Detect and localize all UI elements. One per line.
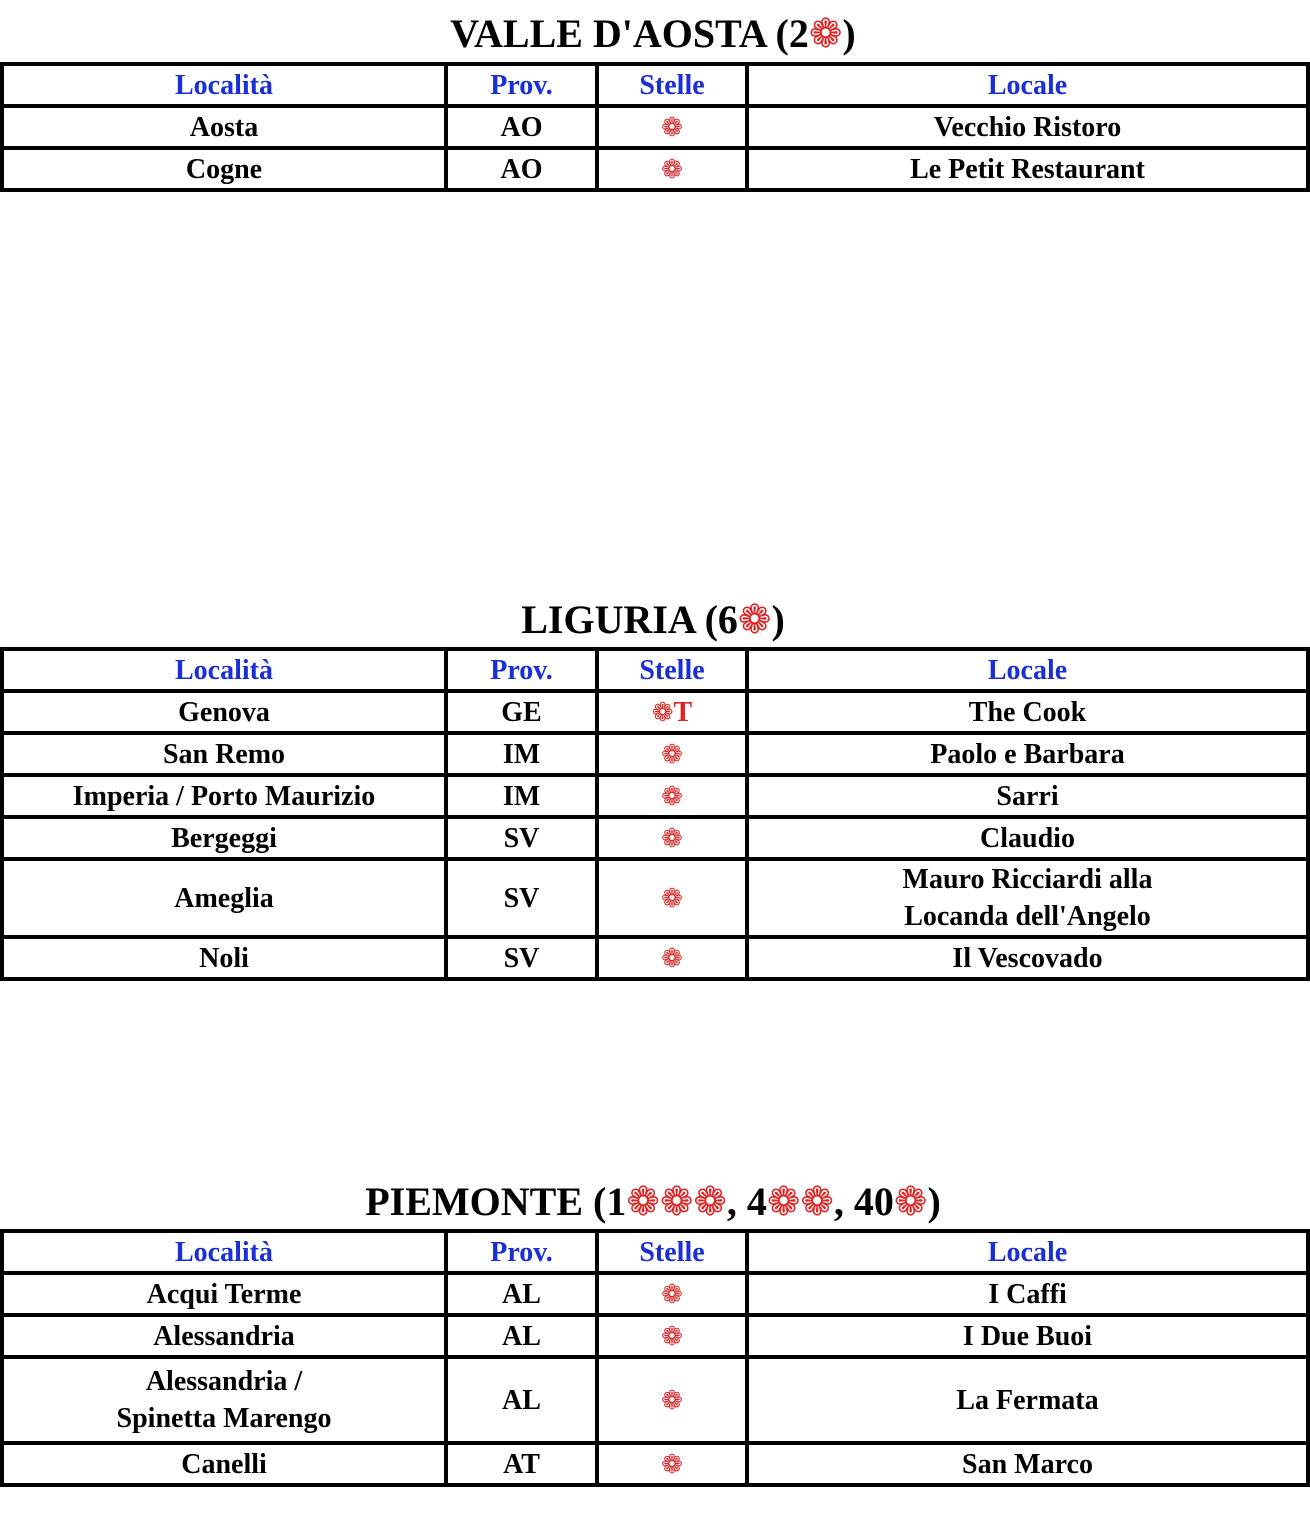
section-piemonte <box>0 1178 1306 1487</box>
cell-prov: SV <box>446 937 597 979</box>
michelin-star-icon: ❁ <box>597 859 747 937</box>
cell-locale: Claudio <box>747 817 1308 859</box>
section-liguria <box>0 596 1306 981</box>
cell-localita: Alessandria / Spinetta Marengo <box>2 1357 446 1443</box>
cell-localita: Bergeggi <box>2 817 446 859</box>
michelin-star-icon: ❁ <box>808 11 843 56</box>
header-stelle: Stelle <box>597 649 747 691</box>
michelin-star-icon: ❁ <box>597 148 747 190</box>
cell-stelle <box>597 691 747 733</box>
restaurant-table <box>0 62 1310 192</box>
cell-localita: Acqui Terme <box>2 1273 446 1315</box>
cell-prov: AT <box>446 1443 597 1485</box>
michelin-star-icon: ❁ <box>597 106 747 148</box>
cell-locale: Sarri <box>747 775 1308 817</box>
header-stelle: Stelle <box>597 64 747 106</box>
table-header-row <box>2 64 1308 106</box>
cell-locale: Vecchio Ristoro <box>747 106 1308 148</box>
michelin-star-icon: ❁ <box>597 1357 747 1443</box>
section-title: PIEMONTE (1❁❁❁, 4❁❁, 40❁) <box>365 1179 941 1224</box>
cell-prov: SV <box>446 859 597 937</box>
cell-prov: AL <box>446 1357 597 1443</box>
cell-localita: Canelli <box>2 1443 446 1485</box>
michelin-star-icon: ❁ <box>597 733 747 775</box>
table-row <box>2 1273 1308 1315</box>
table-header-row <box>2 1231 1308 1273</box>
table-row <box>2 148 1308 190</box>
cell-localita: Alessandria <box>2 1315 446 1357</box>
cell-prov: AO <box>446 106 597 148</box>
header-stelle: Stelle <box>597 1231 747 1273</box>
cell-locale: Mauro Ricciardi alla Locanda dell'Angelo <box>747 859 1308 937</box>
michelin-star-icon: ❁ <box>597 775 747 817</box>
cell-locale: La Fermata <box>747 1357 1308 1443</box>
section-title: LIGURIA (6❁) <box>521 597 785 642</box>
cell-locale: Il Vescovado <box>747 937 1308 979</box>
table-header-row <box>2 649 1308 691</box>
restaurant-table <box>0 647 1310 981</box>
table-row <box>2 1357 1308 1443</box>
michelin-star-icon: ❁ <box>597 1273 747 1315</box>
michelin-star-icon: ❁❁ <box>766 1179 834 1224</box>
table-row <box>2 691 1308 733</box>
cell-locale: The Cook <box>747 691 1308 733</box>
cell-prov: GE <box>446 691 597 733</box>
cell-localita: Imperia / Porto Maurizio <box>2 775 446 817</box>
header-prov: Prov. <box>446 1231 597 1273</box>
section-valle-daosta <box>0 10 1306 192</box>
michelin-star-icon: ❁ <box>737 597 772 642</box>
michelin-star-icon: ❁ <box>597 937 747 979</box>
michelin-star-icon: ❁ <box>651 697 674 727</box>
cell-prov: SV <box>446 817 597 859</box>
table-row <box>2 859 1308 937</box>
cell-prov: AL <box>446 1273 597 1315</box>
michelin-star-icon: ❁ <box>597 1443 747 1485</box>
cell-localita: Ameglia <box>2 859 446 937</box>
header-localita: Località <box>2 1231 446 1273</box>
table-row <box>2 733 1308 775</box>
cell-localita: Genova <box>2 691 446 733</box>
cell-localita: Noli <box>2 937 446 979</box>
cell-localita: Aosta <box>2 106 446 148</box>
header-prov: Prov. <box>446 64 597 106</box>
cell-localita: Cogne <box>2 148 446 190</box>
header-prov: Prov. <box>446 649 597 691</box>
cell-locale: I Due Buoi <box>747 1315 1308 1357</box>
table-row <box>2 106 1308 148</box>
cell-locale: I Caffi <box>747 1273 1308 1315</box>
table-row <box>2 1443 1308 1485</box>
header-locale: Locale <box>747 649 1308 691</box>
cell-locale: Le Petit Restaurant <box>747 148 1308 190</box>
table-row <box>2 775 1308 817</box>
table-row <box>2 937 1308 979</box>
michelin-star-icon: ❁ <box>893 1179 928 1224</box>
restaurant-table <box>0 1229 1310 1487</box>
header-localita: Località <box>2 649 446 691</box>
michelin-star-icon: ❁ <box>597 817 747 859</box>
cell-localita: San Remo <box>2 733 446 775</box>
cell-prov: AL <box>446 1315 597 1357</box>
table-row <box>2 1315 1308 1357</box>
table-row <box>2 817 1308 859</box>
michelin-star-icon: ❁ <box>597 1315 747 1357</box>
cell-prov: AO <box>446 148 597 190</box>
cell-locale: Paolo e Barbara <box>747 733 1308 775</box>
michelin-star-icon: ❁❁❁ <box>626 1179 727 1224</box>
cell-locale: San Marco <box>747 1443 1308 1485</box>
section-title: VALLE D'AOSTA (2❁) <box>450 11 856 56</box>
star-suffix: T <box>673 696 693 728</box>
header-locale: Locale <box>747 64 1308 106</box>
cell-prov: IM <box>446 775 597 817</box>
cell-prov: IM <box>446 733 597 775</box>
header-localita: Località <box>2 64 446 106</box>
header-locale: Locale <box>747 1231 1308 1273</box>
